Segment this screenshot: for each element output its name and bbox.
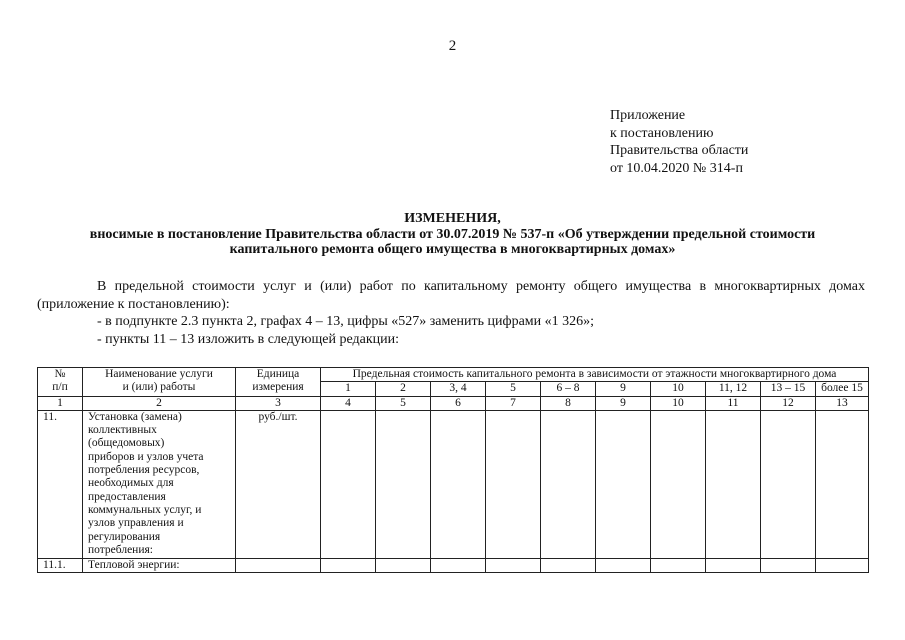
header-floor: более 15 <box>816 382 869 396</box>
value-cell <box>541 559 596 573</box>
value-cell <box>761 410 816 558</box>
title-line: капитального ремонта общего имущества в многоквартирных домах» <box>229 242 676 257</box>
column-number: 10 <box>651 396 706 410</box>
header-floor: 5 <box>486 382 541 396</box>
column-number: 12 <box>761 396 816 410</box>
document-title <box>40 211 865 258</box>
appendix-block <box>610 107 748 177</box>
table-row <box>38 559 869 573</box>
value-cell <box>486 410 541 558</box>
row-name: Установка (замена) коллективных (общедомовых) приборов и узлов учета потребления ресурсов, необходимых для предоставления коммунальных услуг, и узлов управления и регулирования потребления: <box>83 410 236 558</box>
value-cell <box>761 559 816 573</box>
column-number: 6 <box>431 396 486 410</box>
header-unit: Единица измерения <box>236 368 321 397</box>
intro-paragraph: В предельной стоимости услуг и (или) работ по капитальному ремонту общего имущества в многоквартирных домах (приложение к постановлению): <box>37 279 865 312</box>
column-number: 5 <box>376 396 431 410</box>
table-row <box>38 410 869 558</box>
value-cell <box>321 410 376 558</box>
value-cell <box>321 559 376 573</box>
header-floor: 3, 4 <box>431 382 486 396</box>
row-num: 11.1. <box>38 559 83 573</box>
header-floor: 11, 12 <box>706 382 761 396</box>
value-cell <box>486 559 541 573</box>
body-text <box>37 278 865 348</box>
appendix-line: к постановлению <box>610 125 714 141</box>
header-floor: 10 <box>651 382 706 396</box>
header-cost: Предельная стоимость капитального ремонта в зависимости от этажности многоквартирного дома <box>321 368 869 382</box>
value-cell <box>706 410 761 558</box>
row-unit <box>236 559 321 573</box>
title-line: вносимые в постановление Правительства области от 30.07.2019 № 537-п «Об утверждении предельной стоимости <box>89 226 816 242</box>
value-cell <box>816 410 869 558</box>
value-cell <box>816 559 869 573</box>
column-number: 2 <box>83 396 236 410</box>
column-number: 11 <box>706 396 761 410</box>
row-unit: руб./шт. <box>236 410 321 558</box>
column-number: 4 <box>321 396 376 410</box>
column-number: 13 <box>816 396 869 410</box>
header-floor: 2 <box>376 382 431 396</box>
value-cell <box>596 559 651 573</box>
row-num: 11. <box>38 410 83 558</box>
page-number: 2 <box>448 38 457 54</box>
value-cell <box>431 410 486 558</box>
value-cell <box>706 559 761 573</box>
column-number: 3 <box>236 396 321 410</box>
header-floor: 13 – 15 <box>761 382 816 396</box>
appendix-line: Приложение <box>610 108 686 123</box>
title-heading: ИЗМЕНЕНИЯ, <box>404 211 501 226</box>
column-number: 8 <box>541 396 596 410</box>
column-number: 1 <box>38 396 83 410</box>
value-cell <box>376 410 431 558</box>
value-cell <box>651 559 706 573</box>
header-floor: 6 – 8 <box>541 382 596 396</box>
list-item: - пункты 11 – 13 изложить в следующей редакции: <box>97 331 400 347</box>
value-cell <box>596 410 651 558</box>
value-cell <box>541 410 596 558</box>
header-floor: 1 <box>321 382 376 396</box>
value-cell <box>431 559 486 573</box>
header-floor: 9 <box>596 382 651 396</box>
appendix-line: Правительства области <box>610 143 749 158</box>
value-cell <box>376 559 431 573</box>
column-number-row <box>38 396 869 410</box>
header-num: № п/п <box>38 368 83 397</box>
cost-table <box>37 367 869 573</box>
list-item: - в подпункте 2.3 пункта 2, графах 4 – 13, цифры «527» заменить цифрами «1 326»; <box>97 314 595 329</box>
value-cell <box>651 410 706 558</box>
header-name: Наименование услуги и (или) работы <box>83 368 236 397</box>
appendix-line: от 10.04.2020 № 314-п <box>610 160 743 176</box>
column-number: 9 <box>596 396 651 410</box>
column-number: 7 <box>486 396 541 410</box>
row-name: Тепловой энергии: <box>83 559 236 573</box>
